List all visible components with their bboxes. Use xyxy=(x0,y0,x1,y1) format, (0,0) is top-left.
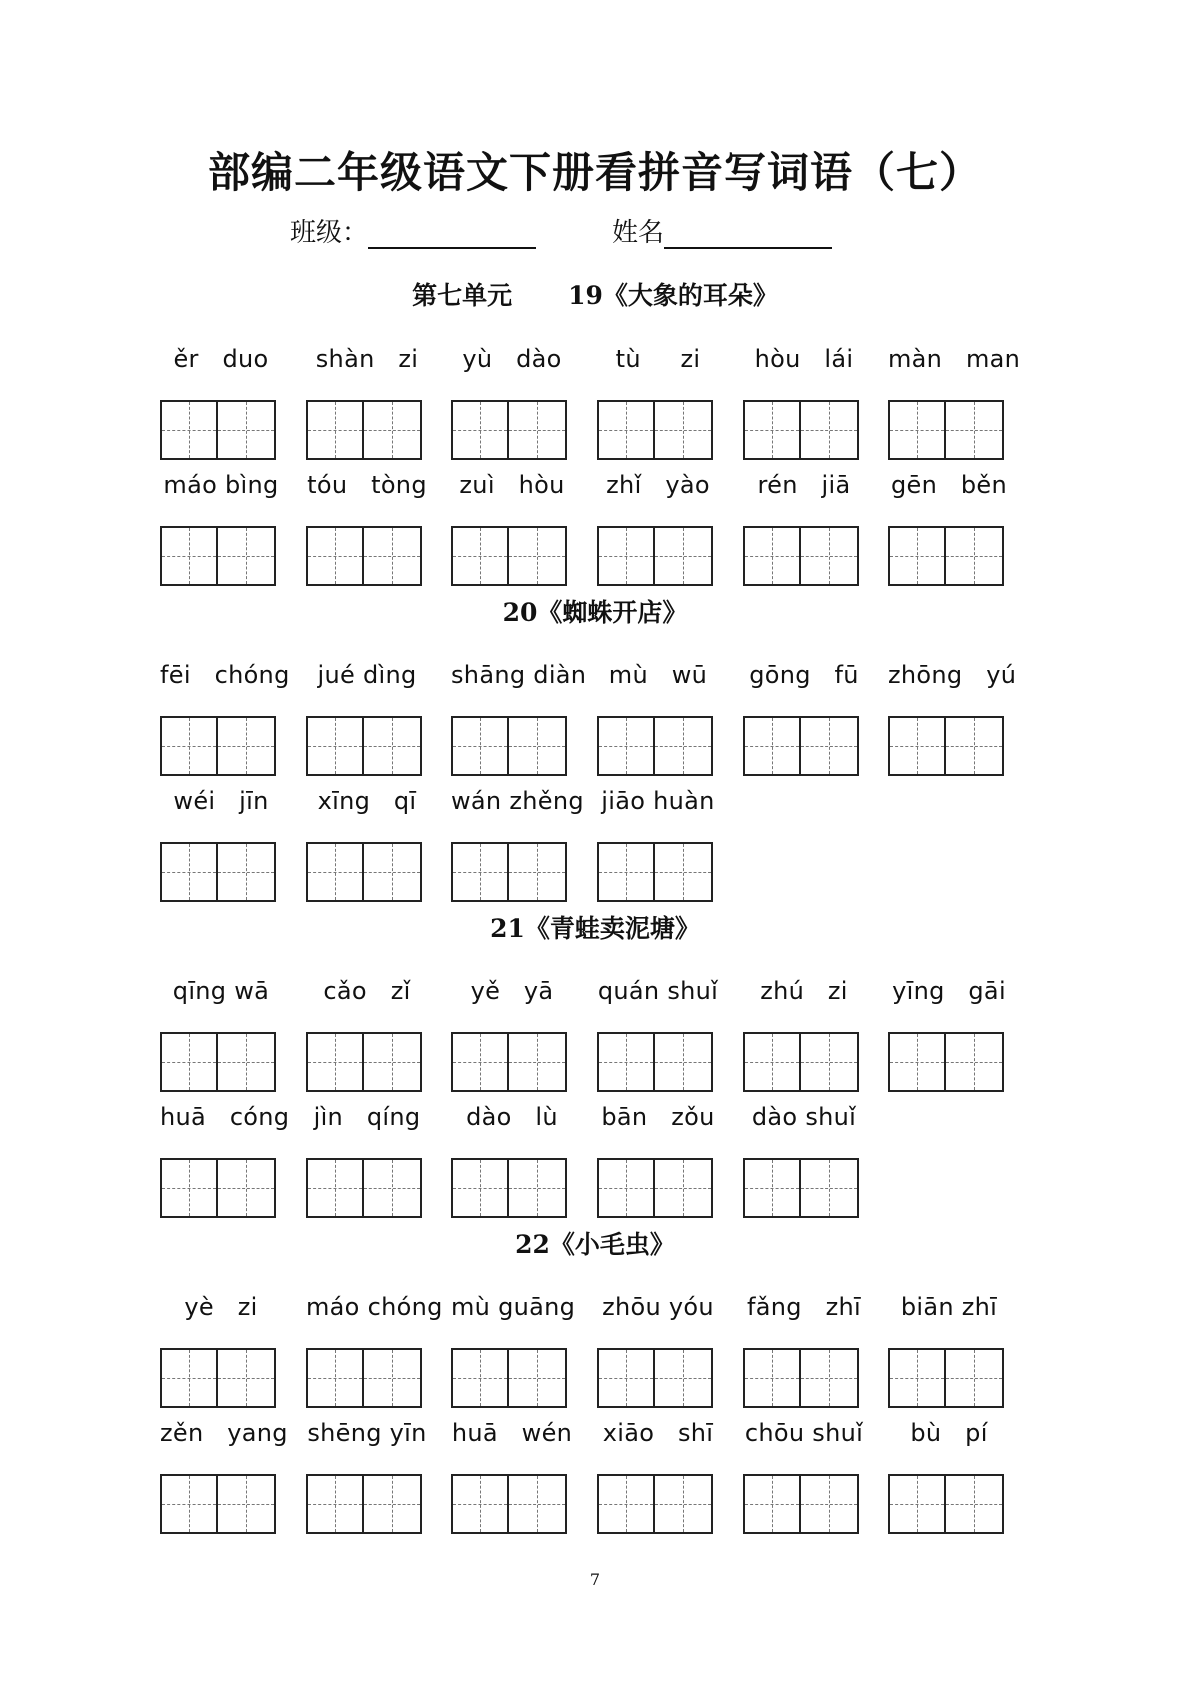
writing-grid xyxy=(743,526,865,586)
pinyin-label: chōu shuǐ xyxy=(744,1419,864,1447)
writing-grid xyxy=(160,400,282,460)
pinyin-label: yù dào xyxy=(462,345,562,373)
tianzige-cell[interactable] xyxy=(597,1348,655,1408)
tianzige-cell[interactable] xyxy=(451,842,509,902)
pinyin-label: mù guāng xyxy=(451,1293,576,1321)
writing-grid xyxy=(451,842,573,902)
writing-grid xyxy=(451,1348,573,1408)
tianzige-cell[interactable] xyxy=(451,1474,509,1534)
section-heading-22: 22《小毛虫》 xyxy=(515,1230,675,1259)
section-heading-21: 21《青蛙卖泥塘》 xyxy=(490,914,700,943)
writing-grid xyxy=(743,716,865,776)
word-item xyxy=(306,464,428,586)
tianzige-cell[interactable] xyxy=(306,1348,364,1408)
tianzige-cell[interactable] xyxy=(451,526,509,586)
tianzige-cell[interactable] xyxy=(160,1158,218,1218)
word-item xyxy=(451,970,573,1092)
tianzige-cell[interactable] xyxy=(451,1032,509,1092)
tianzige-cell[interactable] xyxy=(655,1474,713,1534)
tianzige-cell[interactable] xyxy=(801,1032,859,1092)
tianzige-cell[interactable] xyxy=(364,1158,422,1218)
pinyin-label: biān zhī xyxy=(900,1293,998,1321)
word-item xyxy=(451,464,573,586)
tianzige-cell[interactable] xyxy=(597,1158,655,1218)
pinyin-label: dào shuǐ xyxy=(751,1103,857,1131)
tianzige-cell[interactable] xyxy=(364,1348,422,1408)
tianzige-cell[interactable] xyxy=(946,1348,1004,1408)
pinyin-label: dào lù xyxy=(466,1103,558,1131)
word-item xyxy=(160,1096,290,1218)
pinyin-label: zhōng yú xyxy=(888,661,1017,689)
word-item xyxy=(597,780,719,902)
pinyin-label: shēng yīn xyxy=(307,1419,427,1447)
writing-grid xyxy=(888,1474,1010,1534)
word-item xyxy=(160,464,282,586)
tianzige-cell[interactable] xyxy=(888,400,946,460)
tianzige-cell[interactable] xyxy=(306,1158,364,1218)
pinyin-label: zhú zi xyxy=(760,977,848,1005)
word-item xyxy=(597,464,719,586)
pinyin-label: màn man xyxy=(888,345,1021,373)
word-item xyxy=(160,1286,282,1408)
tianzige-cell[interactable] xyxy=(509,1032,567,1092)
tianzige-cell[interactable] xyxy=(801,716,859,776)
word-item xyxy=(888,970,1010,1092)
tianzige-cell[interactable] xyxy=(509,526,567,586)
word-item xyxy=(743,1412,865,1534)
word-item xyxy=(743,1096,865,1218)
tianzige-cell[interactable] xyxy=(218,526,276,586)
word-item xyxy=(597,1412,719,1534)
word-item xyxy=(743,338,865,460)
word-item xyxy=(160,970,282,1092)
pinyin-label: fǎng zhī xyxy=(747,1293,861,1321)
tianzige-cell[interactable] xyxy=(743,1032,801,1092)
word-item xyxy=(888,464,1010,586)
word-item xyxy=(160,1412,288,1534)
word-item xyxy=(597,970,719,1092)
tianzige-cell[interactable] xyxy=(946,400,1004,460)
pinyin-label: shāng diàn xyxy=(451,661,587,689)
tianzige-cell[interactable] xyxy=(306,842,364,902)
writing-grid xyxy=(743,400,865,460)
word-item xyxy=(451,780,584,902)
writing-grid xyxy=(597,1032,719,1092)
class-blank-line[interactable] xyxy=(368,223,536,249)
tianzige-cell[interactable] xyxy=(743,1474,801,1534)
pinyin-label: tù zi xyxy=(615,345,701,373)
tianzige-cell[interactable] xyxy=(306,716,364,776)
tianzige-cell[interactable] xyxy=(743,1158,801,1218)
word-item xyxy=(451,1096,573,1218)
tianzige-cell[interactable] xyxy=(597,400,655,460)
unit-label: 第七单元 xyxy=(412,281,513,310)
writing-grid xyxy=(597,842,719,902)
pinyin-label: gōng fū xyxy=(749,661,859,689)
tianzige-cell[interactable] xyxy=(801,400,859,460)
writing-grid xyxy=(451,400,573,460)
tianzige-cell[interactable] xyxy=(946,526,1004,586)
word-item xyxy=(306,970,428,1092)
pinyin-label: gēn běn xyxy=(890,471,1007,499)
word-item xyxy=(597,1096,719,1218)
tianzige-cell[interactable] xyxy=(509,1158,567,1218)
word-item xyxy=(888,1286,1010,1408)
word-item xyxy=(743,654,865,776)
word-item xyxy=(160,780,282,902)
tianzige-cell[interactable] xyxy=(451,1158,509,1218)
pinyin-label: máo bìng xyxy=(163,471,279,499)
name-field xyxy=(612,212,832,249)
tianzige-cell[interactable] xyxy=(364,842,422,902)
tianzige-cell[interactable] xyxy=(801,1348,859,1408)
tianzige-cell[interactable] xyxy=(655,526,713,586)
tianzige-cell[interactable] xyxy=(801,1474,859,1534)
tianzige-cell[interactable] xyxy=(160,716,218,776)
word-item xyxy=(888,654,1017,776)
tianzige-cell[interactable] xyxy=(946,1032,1004,1092)
writing-grid xyxy=(306,842,428,902)
tianzige-cell[interactable] xyxy=(160,400,218,460)
tianzige-cell[interactable] xyxy=(655,716,713,776)
tianzige-cell[interactable] xyxy=(160,526,218,586)
writing-grid xyxy=(160,1158,282,1218)
pinyin-label: tóu tòng xyxy=(307,471,427,499)
word-item xyxy=(306,654,428,776)
pinyin-label: zhǐ yào xyxy=(606,471,710,499)
worksheet-title: 部编二年级语文下册看拼音写词语（七） xyxy=(207,148,982,197)
word-item xyxy=(743,1286,865,1408)
tianzige-cell[interactable] xyxy=(451,716,509,776)
tianzige-cell[interactable] xyxy=(509,1474,567,1534)
pinyin-label: huā wén xyxy=(451,1419,573,1447)
word-item xyxy=(451,654,587,776)
section-heading-19 xyxy=(0,276,1190,312)
tianzige-cell[interactable] xyxy=(597,842,655,902)
word-item xyxy=(160,654,290,776)
tianzige-cell[interactable] xyxy=(218,400,276,460)
pinyin-label: bù pí xyxy=(910,1419,988,1447)
pinyin-label: jiāo huàn xyxy=(601,787,715,815)
tianzige-cell[interactable] xyxy=(655,842,713,902)
word-item xyxy=(160,338,282,460)
tianzige-cell[interactable] xyxy=(218,1158,276,1218)
writing-grid xyxy=(743,1348,865,1408)
tianzige-cell[interactable] xyxy=(218,1474,276,1534)
name-blank-line[interactable] xyxy=(664,223,832,249)
pinyin-label: ěr duo xyxy=(173,345,269,373)
tianzige-cell[interactable] xyxy=(306,400,364,460)
writing-grid xyxy=(160,716,282,776)
tianzige-cell[interactable] xyxy=(743,1348,801,1408)
writing-grid xyxy=(160,1032,282,1092)
writing-grid xyxy=(888,716,1010,776)
word-item xyxy=(451,338,573,460)
tianzige-cell[interactable] xyxy=(743,716,801,776)
tianzige-cell[interactable] xyxy=(509,1348,567,1408)
tianzige-cell[interactable] xyxy=(509,716,567,776)
pinyin-label: yīng gāi xyxy=(892,977,1006,1005)
writing-grid xyxy=(306,716,428,776)
tianzige-cell[interactable] xyxy=(306,1032,364,1092)
writing-grid xyxy=(306,1474,428,1534)
word-item xyxy=(306,1096,428,1218)
tianzige-cell[interactable] xyxy=(888,1474,946,1534)
writing-grid xyxy=(160,526,282,586)
word-item xyxy=(888,1412,1010,1534)
pinyin-label: wéi jīn xyxy=(173,787,269,815)
tianzige-cell[interactable] xyxy=(160,842,218,902)
tianzige-cell[interactable] xyxy=(160,1474,218,1534)
tianzige-cell[interactable] xyxy=(160,1348,218,1408)
class-field xyxy=(290,212,536,249)
writing-grid xyxy=(888,526,1010,586)
pinyin-label: yě yā xyxy=(470,977,554,1005)
word-item xyxy=(451,1286,576,1408)
writing-grid xyxy=(160,1474,282,1534)
writing-grid xyxy=(160,1348,282,1408)
pinyin-label: yè zi xyxy=(184,1293,258,1321)
writing-grid xyxy=(306,526,428,586)
tianzige-cell[interactable] xyxy=(306,526,364,586)
word-item xyxy=(306,1286,443,1408)
lesson-title: 19《大象的耳朵》 xyxy=(568,281,778,310)
pinyin-label: zhōu yóu xyxy=(602,1293,714,1321)
writing-grid xyxy=(451,1032,573,1092)
word-item xyxy=(451,1412,573,1534)
pinyin-label: xīng qī xyxy=(317,787,417,815)
tianzige-cell[interactable] xyxy=(597,1474,655,1534)
pinyin-label: cǎo zǐ xyxy=(323,977,411,1005)
writing-grid xyxy=(597,526,719,586)
tianzige-cell[interactable] xyxy=(597,716,655,776)
writing-grid xyxy=(306,1348,428,1408)
pinyin-label: máo chóng xyxy=(306,1293,443,1321)
tianzige-cell[interactable] xyxy=(743,526,801,586)
tianzige-cell[interactable] xyxy=(509,842,567,902)
tianzige-cell[interactable] xyxy=(655,1032,713,1092)
tianzige-cell[interactable] xyxy=(743,400,801,460)
writing-grid xyxy=(451,716,573,776)
tianzige-cell[interactable] xyxy=(888,1348,946,1408)
page-number: 7 xyxy=(589,1570,601,1589)
writing-grid xyxy=(743,1474,865,1534)
tianzige-cell[interactable] xyxy=(888,716,946,776)
word-item xyxy=(888,338,1021,460)
writing-grid xyxy=(451,1158,573,1218)
tianzige-cell[interactable] xyxy=(655,1158,713,1218)
tianzige-cell[interactable] xyxy=(597,1032,655,1092)
tianzige-cell[interactable] xyxy=(597,526,655,586)
tianzige-cell[interactable] xyxy=(509,400,567,460)
tianzige-cell[interactable] xyxy=(364,716,422,776)
name-label: 姓名 xyxy=(612,218,665,248)
tianzige-cell[interactable] xyxy=(160,1032,218,1092)
tianzige-cell[interactable] xyxy=(451,1348,509,1408)
tianzige-cell[interactable] xyxy=(888,526,946,586)
writing-grid xyxy=(451,526,573,586)
tianzige-cell[interactable] xyxy=(655,400,713,460)
word-item xyxy=(306,1412,428,1534)
tianzige-cell[interactable] xyxy=(801,1158,859,1218)
section-heading-20: 20《蜘蛛开店》 xyxy=(502,598,688,627)
writing-grid xyxy=(888,1348,1010,1408)
writing-grid xyxy=(306,400,428,460)
pinyin-label: shàn zi xyxy=(315,345,419,373)
pinyin-label: zěn yang xyxy=(160,1419,288,1447)
tianzige-cell[interactable] xyxy=(218,842,276,902)
writing-grid xyxy=(306,1158,428,1218)
word-item xyxy=(597,1286,719,1408)
pinyin-label: rén jiā xyxy=(757,471,851,499)
tianzige-cell[interactable] xyxy=(218,716,276,776)
word-item xyxy=(306,338,428,460)
word-item xyxy=(743,970,865,1092)
pinyin-label: huā cóng xyxy=(160,1103,290,1131)
word-item xyxy=(597,338,719,460)
word-item xyxy=(597,654,719,776)
tianzige-cell[interactable] xyxy=(451,400,509,460)
pinyin-label: quán shuǐ xyxy=(597,977,719,1005)
writing-grid xyxy=(597,400,719,460)
tianzige-cell[interactable] xyxy=(364,1474,422,1534)
pinyin-label: jué dìng xyxy=(317,661,417,689)
pinyin-label: mù wū xyxy=(608,661,708,689)
writing-grid xyxy=(743,1032,865,1092)
tianzige-cell[interactable] xyxy=(946,716,1004,776)
writing-grid xyxy=(306,1032,428,1092)
tianzige-cell[interactable] xyxy=(655,1348,713,1408)
writing-grid xyxy=(597,1348,719,1408)
tianzige-cell[interactable] xyxy=(364,526,422,586)
writing-grid xyxy=(888,1032,1010,1092)
pinyin-label: wán zhěng xyxy=(451,787,584,815)
tianzige-cell[interactable] xyxy=(218,1032,276,1092)
tianzige-cell[interactable] xyxy=(218,1348,276,1408)
writing-grid xyxy=(597,1158,719,1218)
tianzige-cell[interactable] xyxy=(306,1474,364,1534)
pinyin-label: fēi chóng xyxy=(160,661,290,689)
tianzige-cell[interactable] xyxy=(364,400,422,460)
writing-grid xyxy=(888,400,1010,460)
pinyin-label: jìn qíng xyxy=(313,1103,421,1131)
tianzige-cell[interactable] xyxy=(801,526,859,586)
tianzige-cell[interactable] xyxy=(888,1032,946,1092)
class-label: 班级： xyxy=(290,218,369,248)
pinyin-label: zuì hòu xyxy=(459,471,565,499)
writing-grid xyxy=(597,1474,719,1534)
pinyin-label: hòu lái xyxy=(754,345,854,373)
pinyin-label: bān zǒu xyxy=(601,1103,715,1131)
writing-grid xyxy=(597,716,719,776)
pinyin-label: qīng wā xyxy=(172,977,270,1005)
pinyin-label: xiāo shī xyxy=(602,1419,714,1447)
tianzige-cell[interactable] xyxy=(946,1474,1004,1534)
writing-grid xyxy=(451,1474,573,1534)
writing-grid xyxy=(743,1158,865,1218)
word-item xyxy=(306,780,428,902)
tianzige-cell[interactable] xyxy=(364,1032,422,1092)
word-item xyxy=(743,464,865,586)
writing-grid xyxy=(160,842,282,902)
